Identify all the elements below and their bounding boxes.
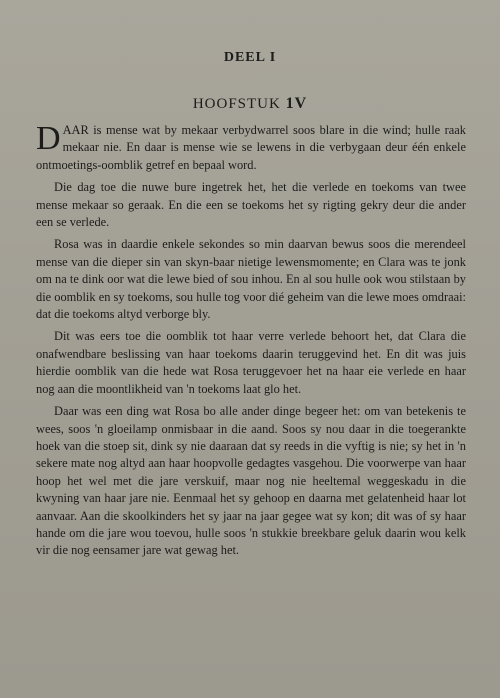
part-title: DEEL I [223,50,277,65]
paragraph-3: Rosa was in daardie enkele sekondes so min daarvan bewus soos die merendeel mense van die dieper sin van skyn-baar nietige lewensmomente; en Clara was te jonk om na te dink oor wat die lewe bied of sou inhou. En al sou hulle ook wou stilstaan by die oomblik en sy toekoms, sou hulle tog voor dié geheim van die lewe moes omdraai: dat die toekoms altyd verborge bly. [36,237,466,322]
chapter-title [0,95,500,113]
paragraph-2: Die dag toe die nuwe bure ingetrek het, het die verlede en toekoms van twee mense mekaar so geraak. En die een se toekoms het sy rigting gekry deur die ander een se verlede. [36,180,466,230]
chapter-number: 1V [285,95,308,112]
paragraph-5: Daar was een ding wat Rosa bo alle ander dinge begeer het: om van betekenis te wees, soos 'n gloeilamp onmisbaar in die aand. Soos sy nou daar in die toegerankte hoek van die stoep sit, dink sy nie daaraan dat sy reeds in die vyftig is nie; sy het in 'n sekere mate nog altyd aan haar hoopvolle gedagtes vasgehou. Die voorwerpe van haar hoop het wel met die jare verskuif, maar nog nie heeltemal weggeskadu in die kwyning van haar jare nie. Eenmaal het sy gehoop en daarna met gelatenheid haar lot aanvaar. Aan die skoolkinders het sy jaar na jaar gegee wat sy kon; dit was of sy haar hande om die jare wou toevou, hulle soos 'n stukkie breekbare geluk daarin wou kelk vir die nog eensamer jare wat gewag het. [36,404,466,558]
paragraph-1-text: AAR is mense wat by mekaar verbydwarrel soos blare in die wind; hulle raak mekaar nie. En daar is mense wie se lewens in die verbygaan deur één enkele ontmoetings-oomblik getref en bepaal word. [36,123,466,172]
paragraph-1 [36,122,466,174]
drop-cap: D [36,120,61,157]
chapter-label: HOOFSTUK [192,96,281,112]
body-text [36,122,466,565]
paragraph-4: Dit was eers toe die oomblik tot haar verre verlede behoort het, dat Clara die onafwendbare beslissing van haar toekoms daarin teruggevind het. En dit was juis hierdie oomblik van die hede wat Rosa teruggevoer het na haar eie verlede en haar nog aan die moontlikheid van 'n toekoms laat glo het. [36,329,466,396]
